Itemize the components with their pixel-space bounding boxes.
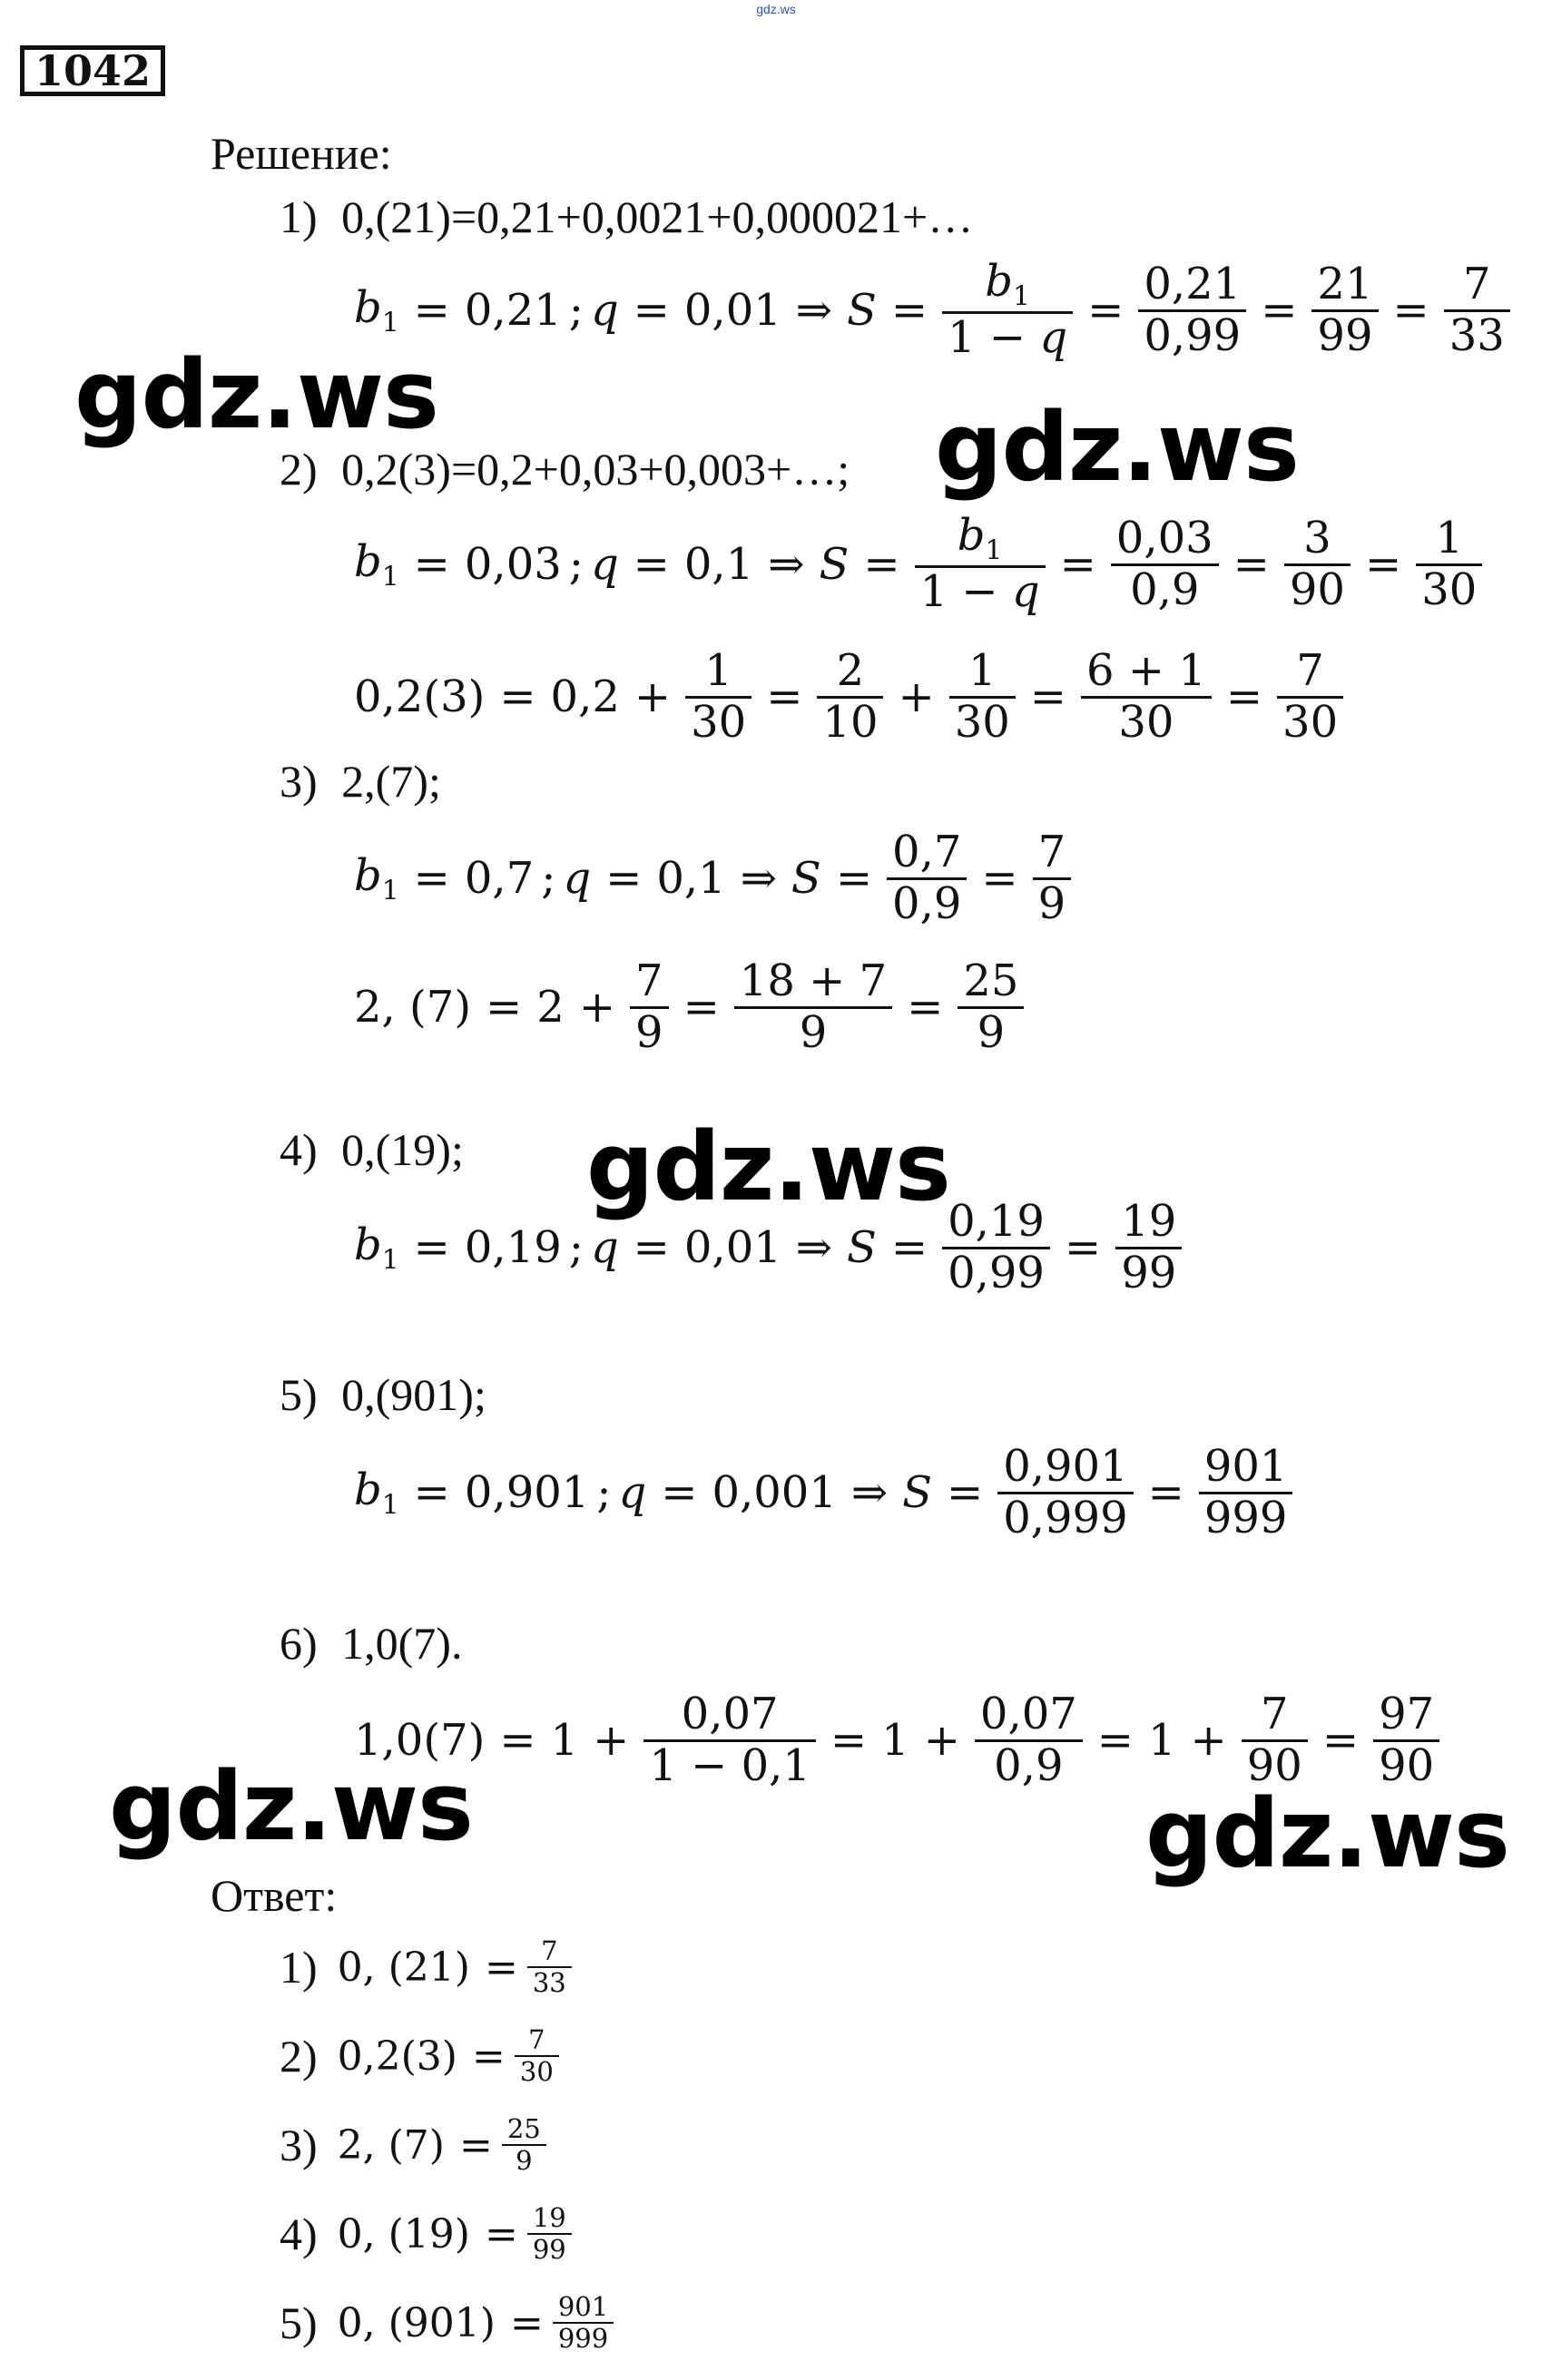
answer-item-5: 5) 0, (901) = $\frac{901}{999}$	[280, 2277, 621, 2368]
part-6-intro	[280, 1617, 462, 1670]
answer-item-1: 1) 0, (21) = $\frac{7}{33}$	[280, 1922, 579, 2013]
problem-number: 1042	[20, 45, 165, 96]
watermark-2: gdz.ws	[935, 392, 1299, 503]
answer-item-3: 3) 2, (7) = $\frac{25}{9}$	[280, 2100, 554, 2190]
solution-heading: Решение:	[211, 128, 392, 179]
part-5-intro	[280, 1368, 486, 1421]
watermark-5: gdz.ws	[1145, 1778, 1509, 1889]
part-3-intro	[280, 755, 441, 808]
part-3-sum-formula: $b_1$ = 0,7 ; q = 0,1 ⇒ S = $\frac{0,7}{0,9}$ = $\frac{7}{9}$	[347, 815, 1078, 942]
part-6-fraction-sum: 1,0(7) = 1 + $\frac{0,07}{1 - 0,1}$ = 1 + $\frac{0,07}{0,9}$ = 1 + $\frac{7}{90}$ = $\frac{97}{90}$	[347, 1677, 1447, 1804]
part-4-number: 0,(19);	[341, 1124, 464, 1175]
part-4-label: 4)	[280, 1124, 318, 1175]
part-2-intro	[280, 443, 850, 495]
part-5-number: 0,(901);	[341, 1369, 486, 1420]
part-4-intro	[280, 1123, 464, 1176]
part-1-expansion: 0,(21)=0,21+0,0021+0,000021+…	[341, 191, 974, 242]
part-2-fraction-sum: 0,2(3) = 0,2 + $\frac{1}{30}$ = $\frac{2}{10}$ + $\frac{1}{30}$ = $\frac{6 + 1}{30}$ = $\frac{7}{30}$	[347, 633, 1351, 760]
watermark-3: gdz.ws	[586, 1112, 950, 1222]
part-3-number: 2,(7);	[341, 756, 441, 807]
part-2-expansion: 0,2(3)=0,2+0,03+0,003+…;	[341, 444, 850, 495]
part-4-sum-formula: $b_1$ = 0,19 ; q = 0,01 ⇒ S = $\frac{0,19}{0,99}$ = $\frac{19}{99}$	[347, 1184, 1189, 1311]
part-3-fraction-sum: 2, (7) = 2 + $\frac{7}{9}$ = $\frac{18 + 7}{9}$ = $\frac{25}{9}$	[347, 944, 1031, 1071]
part-6-label: 6)	[280, 1618, 318, 1669]
part-6-number: 1,0(7).	[341, 1618, 463, 1669]
answer-item-2: 2) 0,2(3) = $\frac{7}{30}$	[280, 2011, 566, 2101]
part-5-label: 5)	[280, 1369, 318, 1420]
watermark-4: gdz.ws	[109, 1751, 473, 1862]
answer-heading: Ответ:	[211, 1870, 338, 1921]
part-3-label: 3)	[280, 756, 318, 807]
part-1-sum-formula: $b_1$ = 0,21 ; q = 0,01 ⇒ S = $\frac{b_1}{1 - q}$ = $\frac{0,21}{0,99}$ = $\frac{21}{99}$ = $\frac{7}{33}$	[347, 247, 1518, 374]
watermark-1: gdz.ws	[74, 339, 438, 450]
part-1-label: 1)	[280, 191, 318, 242]
site-mark: gdz.ws	[756, 2, 796, 16]
part-5-sum-formula: $b_1$ = 0,901 ; q = 0,001 ⇒ S = $\frac{0,901}{0,999}$ = $\frac{901}{999}$	[347, 1429, 1300, 1556]
part-2-label: 2)	[280, 444, 318, 495]
part-1-intro	[280, 191, 973, 243]
answer-item-4: 4) 0, (19) = $\frac{19}{99}$	[280, 2189, 579, 2279]
part-2-sum-formula: $b_1$ = 0,03 ; q = 0,1 ⇒ S = $\frac{b_1}{1 - q}$ = $\frac{0,03}{0,9}$ = $\frac{3}{90}$ = $\frac{1}{30}$	[347, 501, 1489, 628]
